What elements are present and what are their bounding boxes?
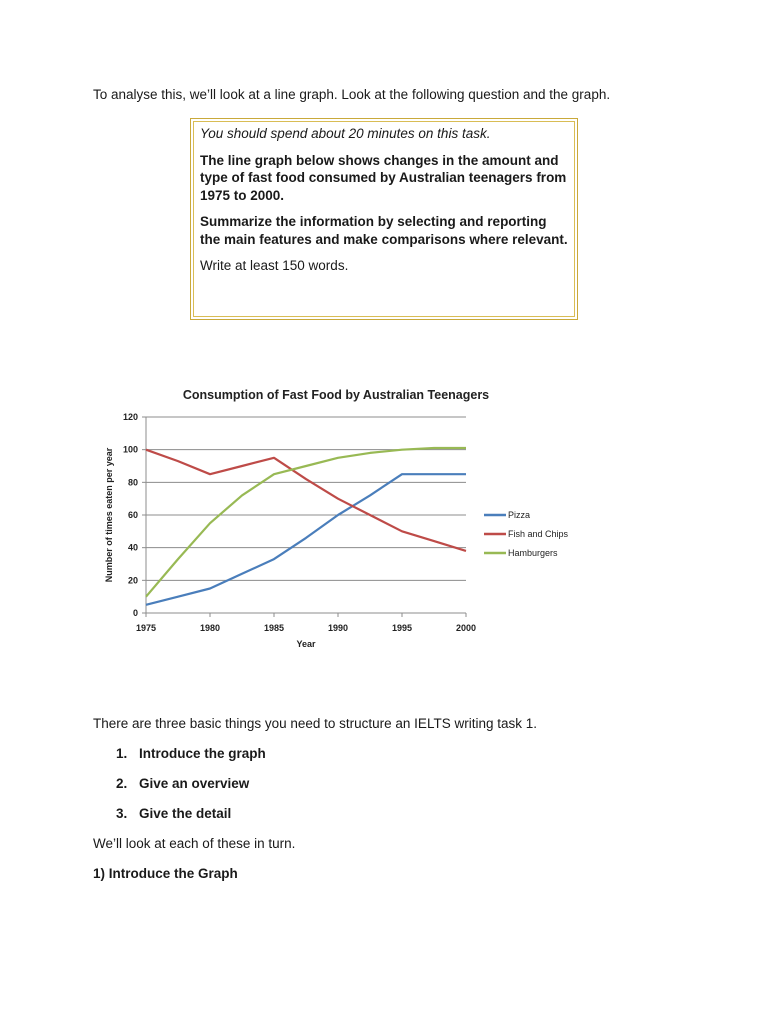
step-label: Give the detail: [139, 806, 232, 821]
section-heading: 1) Introduce the Graph: [93, 866, 238, 881]
x-axis-label: Year: [296, 639, 316, 649]
task-time-note: You should spend about 20 minutes on this task.: [200, 126, 491, 141]
x-tick-label: 1980: [199, 623, 221, 633]
y-tick-label: 20: [127, 575, 138, 586]
step-item-2: [116, 776, 249, 791]
x-tick-label: 1990: [327, 623, 349, 633]
y-tick-label: 80: [127, 477, 138, 488]
task-box: [190, 118, 578, 320]
y-tick-label: 100: [122, 444, 138, 455]
y-tick-label: 60: [127, 510, 138, 520]
step-number: 1.: [116, 746, 128, 761]
closing-text: We’ll look at each of these in turn.: [93, 836, 296, 851]
series-line-hamburgers: [146, 448, 466, 597]
legend-label: Hamburgers: [508, 548, 558, 558]
step-number: 3.: [116, 806, 128, 821]
step-item-3: [116, 806, 231, 821]
y-tick-label: 0: [132, 608, 138, 618]
x-tick-label: 1995: [391, 623, 413, 633]
line-chart: [96, 380, 586, 655]
legend-label: Pizza: [508, 510, 531, 520]
y-axis-label: Number of times eaten per year: [104, 447, 114, 583]
task-instruction: Summarize the information by selecting and reporting the main features and make comparisons where relevant.: [200, 214, 568, 247]
chart-title: Consumption of Fast Food by Australian Teenagers: [182, 388, 490, 402]
task-box-content: [193, 121, 575, 317]
y-tick-label: 40: [127, 542, 138, 553]
intro-text: To analyse this, we’ll look at a line graph. Look at the following question and the graph.: [93, 87, 611, 102]
structure-intro: There are three basic things you need to structure an IELTS writing task 1.: [93, 716, 537, 731]
step-item-1: [116, 746, 266, 761]
x-tick-label: 1985: [263, 623, 285, 633]
task-word-count: Write at least 150 words.: [200, 258, 349, 273]
x-tick-label: 1975: [135, 623, 157, 633]
task-description: The line graph below shows changes in the amount and type of fast food consumed by Australian teenagers from 1975 to 2000.: [200, 152, 567, 203]
legend-label: Fish and Chips: [508, 529, 569, 539]
step-label: Give an overview: [139, 776, 250, 791]
step-label: Introduce the graph: [139, 746, 266, 761]
y-tick-label: 120: [122, 412, 138, 422]
chart-svg: [96, 380, 586, 655]
step-number: 2.: [116, 776, 128, 791]
x-tick-label: 2000: [455, 623, 477, 633]
